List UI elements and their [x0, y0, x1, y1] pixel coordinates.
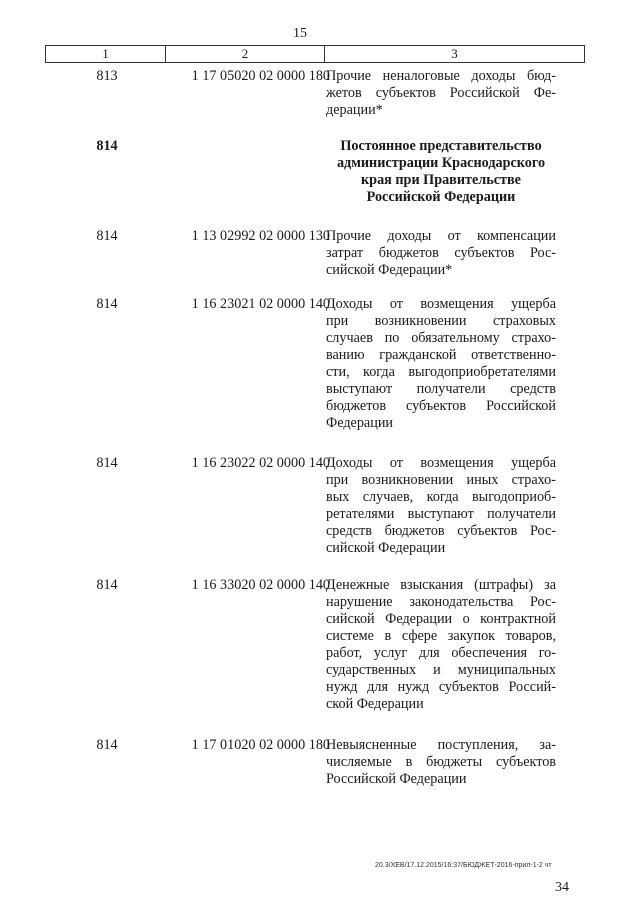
- page-number: 15: [293, 26, 307, 41]
- revenue-code-cell: 1 17 05020 02 0000 180: [191, 68, 330, 84]
- name-line: сийской Федерации: [326, 540, 446, 556]
- name-line: затрат бюджетов субъектов Рос-: [326, 245, 556, 261]
- name-line: Прочие доходы от компенсации: [326, 228, 556, 244]
- name-line: ретателями выступают получатели: [326, 506, 556, 522]
- name-line: нужд для нужд субъектов Россий-: [326, 679, 556, 695]
- header-col-3: 3: [451, 46, 458, 61]
- revenue-name-cell: [326, 455, 556, 557]
- name-line: выступают получатели средств: [326, 381, 556, 397]
- admin-code-cell: 814: [96, 228, 118, 244]
- admin-code-cell: 814: [96, 455, 118, 471]
- name-line: жетов субъектов Российской Фе-: [326, 85, 556, 101]
- admin-code-cell: 814: [96, 577, 118, 593]
- revenue-code-cell: 1 17 01020 02 0000 180: [191, 737, 330, 753]
- name-line: Доходы от возмещения ущерба: [326, 455, 556, 471]
- admin-code-cell: 814: [96, 138, 118, 154]
- name-line: Постоянное представительство: [340, 138, 542, 154]
- table-header: [45, 45, 585, 63]
- name-line: сийской Федерации о контрактной: [326, 611, 556, 627]
- revenue-name-cell: [326, 577, 556, 713]
- name-line: Прочие неналоговые доходы бюд-: [326, 68, 556, 84]
- name-line: Российской Федерации: [366, 189, 516, 205]
- name-line: администрации Краснодарского: [336, 155, 546, 171]
- name-line: нарушение законодательства Рос-: [326, 594, 556, 610]
- name-line: Федерации: [326, 415, 394, 431]
- name-line: Доходы от возмещения ущерба: [326, 296, 556, 312]
- revenue-code-cell: 1 13 02992 02 0000 130: [191, 228, 330, 244]
- name-line: сийской Федерации*: [326, 262, 453, 278]
- name-line: ванию гражданской ответственно-: [326, 347, 556, 363]
- name-line: края при Правительстве: [361, 172, 521, 188]
- name-line: сти, когда выгодоприобретателями: [326, 364, 556, 380]
- name-line: работ, услуг для обеспечения го-: [326, 645, 556, 661]
- name-line: сударственных и муниципальных: [326, 662, 556, 678]
- revenue-code-cell: 1 16 23022 02 0000 140: [191, 455, 330, 471]
- name-line: средств бюджетов субъектов Рос-: [326, 523, 556, 539]
- name-line: ской Федерации: [326, 696, 424, 712]
- footer-page-number: 34: [555, 880, 569, 895]
- revenue-name-cell: [326, 68, 556, 119]
- admin-code-cell: 813: [96, 68, 118, 84]
- header-col-2: 2: [166, 46, 325, 62]
- name-line: при возникновении страховых: [326, 313, 556, 329]
- revenue-name-cell: [326, 296, 556, 432]
- name-line: системе в сфере закупок товаров,: [326, 628, 556, 644]
- name-line: бюджетов субъектов Российской: [326, 398, 556, 414]
- organization-title-cell: [326, 138, 556, 206]
- revenue-code-cell: 1 16 33020 02 0000 140: [191, 577, 330, 593]
- revenue-code-cell: 1 16 23021 02 0000 140: [191, 296, 330, 312]
- name-line: Российской Федерации: [326, 771, 467, 787]
- name-line: числяемые в бюджеты субъектов: [326, 754, 556, 770]
- revenue-name-cell: [326, 228, 556, 279]
- name-line: Денежные взыскания (штрафы) за: [326, 577, 556, 593]
- name-line: случаев по обязательному страхо-: [326, 330, 556, 346]
- admin-code-cell: 814: [96, 296, 118, 312]
- name-line: дерации*: [326, 102, 383, 118]
- admin-code-cell: 814: [96, 737, 118, 753]
- name-line: при возникновении иных страхо-: [326, 472, 556, 488]
- header-col-1: 1: [46, 46, 166, 62]
- name-line: Невыясненные поступления, за-: [326, 737, 556, 753]
- name-line: вых случаев, когда выгодоприоб-: [326, 489, 556, 505]
- footer-document-code: 20.3/ХЕВ/17.12.2015/16:37/БЮДЖЕТ-2016-прил-1-2 чт: [375, 862, 552, 869]
- revenue-name-cell: [326, 737, 556, 788]
